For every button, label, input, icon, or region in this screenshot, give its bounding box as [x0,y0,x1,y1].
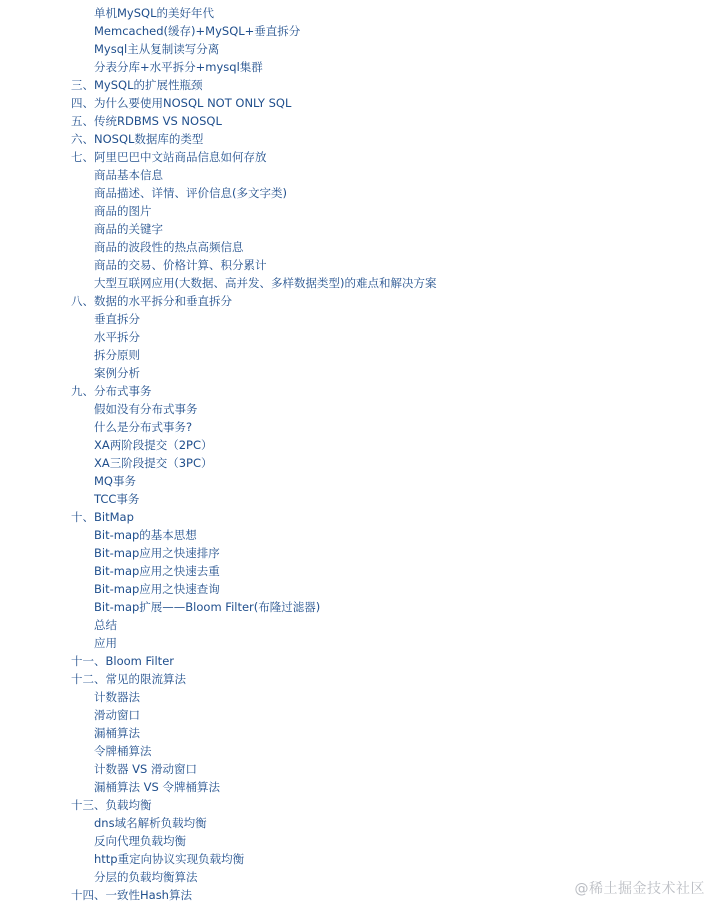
toc-subsection-link[interactable]: 商品的波段性的热点高频信息 [94,240,244,254]
toc-subsection-link[interactable]: Bit-map应用之快速查询 [94,582,220,596]
toc-subsection-link[interactable]: 滑动窗口 [94,708,140,722]
toc-section-link[interactable]: 七、阿里巴巴中文站商品信息如何存放 [71,150,267,164]
toc-subsection-link[interactable]: 分表分库+水平拆分+mysql集群 [94,60,263,74]
toc-subsection-link[interactable]: 垂直拆分 [94,312,140,326]
toc-section-link[interactable]: 十、BitMap [71,510,134,524]
toc-subsection-link[interactable]: 商品的交易、价格计算、积分累计 [94,258,267,272]
toc-subsection-link[interactable]: 商品的关键字 [94,222,163,236]
toc-section-link[interactable]: 十一、Bloom Filter [71,654,174,668]
toc-subsection-link[interactable]: 假如没有分布式事务 [94,402,198,416]
toc-subsection-link[interactable]: XA三阶段提交（3PC） [94,456,213,470]
toc-subsection-link[interactable]: 令牌桶算法 [94,744,152,758]
toc-subsection-link[interactable]: Bit-map应用之快速去重 [94,564,220,578]
toc-section-link[interactable]: 九、分布式事务 [71,384,152,398]
toc-subsection-link[interactable]: 什么是分布式事务? [94,420,193,434]
toc-section-link[interactable]: 八、数据的水平拆分和垂直拆分 [71,294,232,308]
toc-section-link[interactable]: 六、NOSQL数据库的类型 [71,132,204,146]
toc-subsection-link[interactable]: 商品基本信息 [94,168,163,182]
toc-subsection-link[interactable]: Bit-map的基本思想 [94,528,197,542]
toc-subsection-link[interactable]: 计数器法 [94,690,140,704]
toc-subsection-link[interactable]: 反向代理负载均衡 [94,834,186,848]
toc-subsection-link[interactable]: 应用 [94,636,117,650]
toc-subsection-link[interactable]: Bit-map应用之快速排序 [94,546,220,560]
toc-subsection-link[interactable]: http重定向协议实现负载均衡 [94,852,245,866]
toc-subsection-link[interactable]: TCC事务 [94,492,140,506]
toc-subsection-link[interactable]: 拆分原则 [94,348,140,362]
toc-subsection-link[interactable]: 总结 [94,618,117,632]
toc-subsection-link[interactable]: 分层的负载均衡算法 [94,870,198,884]
toc-subsection-link[interactable]: dns域名解析负载均衡 [94,816,207,830]
toc-subsection-link[interactable]: 商品的图片 [94,204,152,218]
table-of-contents [0,4,713,904]
toc-section-link[interactable]: 十二、常见的限流算法 [71,672,186,686]
toc-section-link[interactable]: 三、MySQL的扩展性瓶颈 [71,78,203,92]
toc-subsection-link[interactable]: Bit-map扩展——Bloom Filter(布隆过滤器) [94,600,321,614]
toc-subsection-link[interactable]: 水平拆分 [94,330,140,344]
toc-subsection-link[interactable]: 计数器 VS 滑动窗口 [94,762,197,776]
toc-subsection-link[interactable]: MQ事务 [94,474,136,488]
toc-subsection-link[interactable]: 大型互联网应用(大数据、高并发、多样数据类型)的难点和解决方案 [94,276,437,290]
toc-subsection-link[interactable]: XA两阶段提交（2PC） [94,438,213,452]
watermark: @稀土掘金技术社区 [574,881,705,897]
toc-section-link[interactable]: 四、为什么要使用NOSQL NOT ONLY SQL [71,96,292,110]
toc-section-link[interactable]: 十四、一致性Hash算法 [71,888,192,902]
toc-subsection-link[interactable]: 单机MySQL的美好年代 [94,6,214,20]
toc-subsection-link[interactable]: 漏桶算法 VS 令牌桶算法 [94,780,220,794]
toc-section-link[interactable]: 五、传统RDBMS VS NOSQL [71,114,222,128]
toc-subsection-link[interactable]: Memcached(缓存)+MySQL+垂直拆分 [94,24,301,38]
toc-subsection-link[interactable]: 漏桶算法 [94,726,140,740]
toc-subsection-link[interactable]: Mysql主从复制读写分离 [94,42,220,56]
toc-section-link[interactable]: 十三、负载均衡 [71,798,152,812]
toc-subsection-link[interactable]: 案例分析 [94,366,140,380]
toc-subsection-link[interactable]: 商品描述、详情、评价信息(多文字类) [94,186,287,200]
